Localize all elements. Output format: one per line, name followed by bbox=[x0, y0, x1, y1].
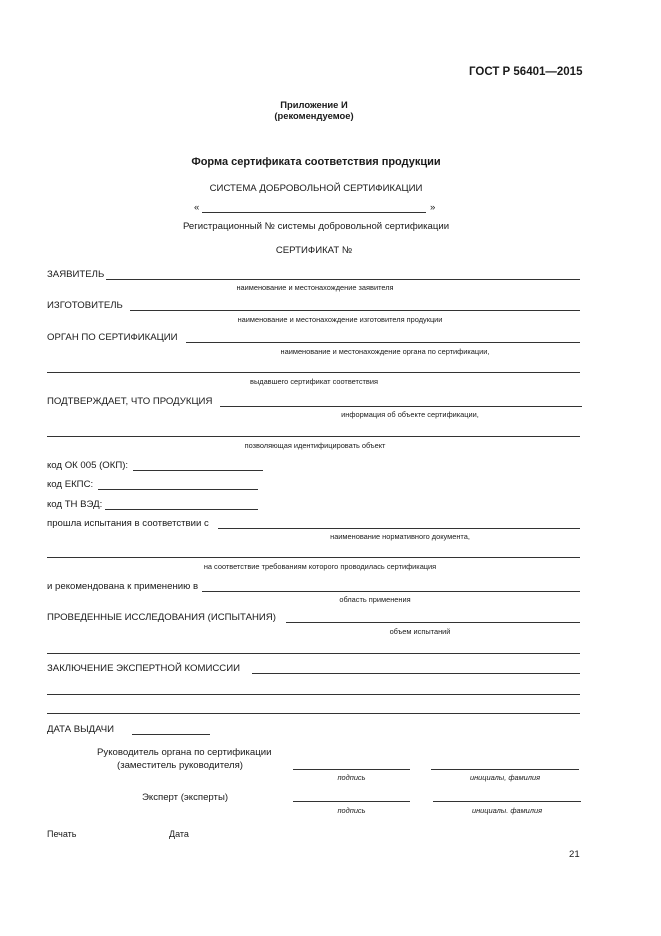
ekps-line bbox=[98, 489, 258, 490]
appendix-title: Приложение И bbox=[280, 99, 348, 110]
cert-body-line bbox=[186, 342, 580, 343]
confirms-line bbox=[220, 406, 582, 407]
manufacturer-line bbox=[130, 310, 580, 311]
ekps-label: код ЕКПС: bbox=[47, 479, 94, 490]
head-name-line bbox=[431, 769, 579, 770]
quote-open: « bbox=[194, 202, 200, 213]
page-number: 21 bbox=[569, 849, 580, 860]
expert-signature-caption: подпись bbox=[337, 806, 366, 815]
tested-label: прошла испытания в соответствии с bbox=[47, 518, 209, 529]
research-label: ПРОВЕДЕННЫЕ ИССЛЕДОВАНИЯ (ИСПЫТАНИЯ) bbox=[47, 612, 276, 623]
confirms-label: ПОДТВЕРЖДАЕТ, ЧТО ПРОДУКЦИЯ bbox=[47, 396, 213, 407]
confirms-caption-2: позволяющая идентифицировать объект bbox=[244, 441, 386, 450]
system-name: СИСТЕМА ДОБРОВОЛЬНОЙ СЕРТИФИКАЦИИ bbox=[209, 183, 423, 194]
issue-date-label: ДАТА ВЫДАЧИ bbox=[47, 724, 115, 735]
quote-close: » bbox=[430, 202, 436, 213]
applicant-label: ЗАЯВИТЕЛЬ bbox=[47, 269, 105, 280]
head-name-caption: инициалы, фамилия bbox=[469, 773, 541, 782]
standard-number: ГОСТ Р 56401—2015 bbox=[469, 66, 583, 78]
applicant-line bbox=[106, 279, 580, 280]
manufacturer-caption: наименование и местонахождение изготовителя продукции bbox=[237, 315, 443, 324]
cert-body-label: ОРГАН ПО СЕРТИФИКАЦИИ bbox=[47, 332, 178, 343]
research-line bbox=[286, 622, 580, 623]
expert-label: Эксперт (эксперты) bbox=[142, 792, 229, 803]
cert-body-line-2 bbox=[47, 372, 580, 373]
form-title: Форма сертификата соответствия продукции bbox=[191, 156, 441, 168]
system-name-line bbox=[202, 212, 426, 213]
conclusion-line bbox=[252, 673, 580, 674]
certificate-number: СЕРТИФИКАТ № bbox=[275, 245, 353, 256]
expert-name-caption: инициалы. фамилия bbox=[471, 806, 543, 815]
date-label: Дата bbox=[169, 829, 189, 839]
tnved-line bbox=[105, 509, 258, 510]
confirms-line-2 bbox=[47, 436, 580, 437]
tnved-label: код ТН ВЭД: bbox=[47, 499, 103, 510]
okp-label: код ОК 005 (ОКП): bbox=[47, 460, 129, 471]
conclusion-line-3 bbox=[47, 713, 580, 714]
tested-line-2 bbox=[47, 557, 580, 558]
cert-body-caption-2: выдавшего сертификат соответствия bbox=[250, 377, 378, 386]
seal-label: Печать bbox=[47, 829, 77, 839]
recommended-caption: область применения bbox=[339, 595, 411, 604]
conclusion-line-2 bbox=[47, 694, 580, 695]
head-signature-line bbox=[293, 769, 410, 770]
tested-caption-2: на соответствие требованиям которого проводилась сертификация bbox=[203, 562, 437, 571]
expert-name-line bbox=[433, 801, 581, 802]
okp-line bbox=[133, 470, 263, 471]
expert-signature-line bbox=[293, 801, 410, 802]
tested-caption: наименование нормативного документа, bbox=[330, 532, 470, 541]
head-signature-label-2: (заместитель руководителя) bbox=[117, 760, 244, 771]
recommended-label: и рекомендована к применению в bbox=[47, 581, 199, 592]
conclusion-label: ЗАКЛЮЧЕНИЕ ЭКСПЕРТНОЙ КОМИССИИ bbox=[47, 663, 240, 674]
confirms-caption: информация об объекте сертификации, bbox=[341, 410, 479, 419]
appendix-subtitle: (рекомендуемое) bbox=[274, 110, 354, 121]
cert-body-caption: наименование и местонахождение органа по сертификации, bbox=[280, 347, 490, 356]
applicant-caption: наименование и местонахождение заявителя bbox=[236, 283, 394, 292]
issue-date-line bbox=[132, 734, 210, 735]
head-signature-caption: подпись bbox=[337, 773, 366, 782]
research-line-2 bbox=[47, 653, 580, 654]
registration-number: Регистрационный № системы добровольной сертификации bbox=[182, 221, 450, 232]
recommended-line bbox=[202, 591, 580, 592]
head-signature-label: Руководитель органа по сертификации bbox=[97, 747, 272, 758]
manufacturer-label: ИЗГОТОВИТЕЛЬ bbox=[47, 300, 123, 311]
tested-line bbox=[218, 528, 580, 529]
research-caption: объем испытаний bbox=[389, 627, 451, 636]
